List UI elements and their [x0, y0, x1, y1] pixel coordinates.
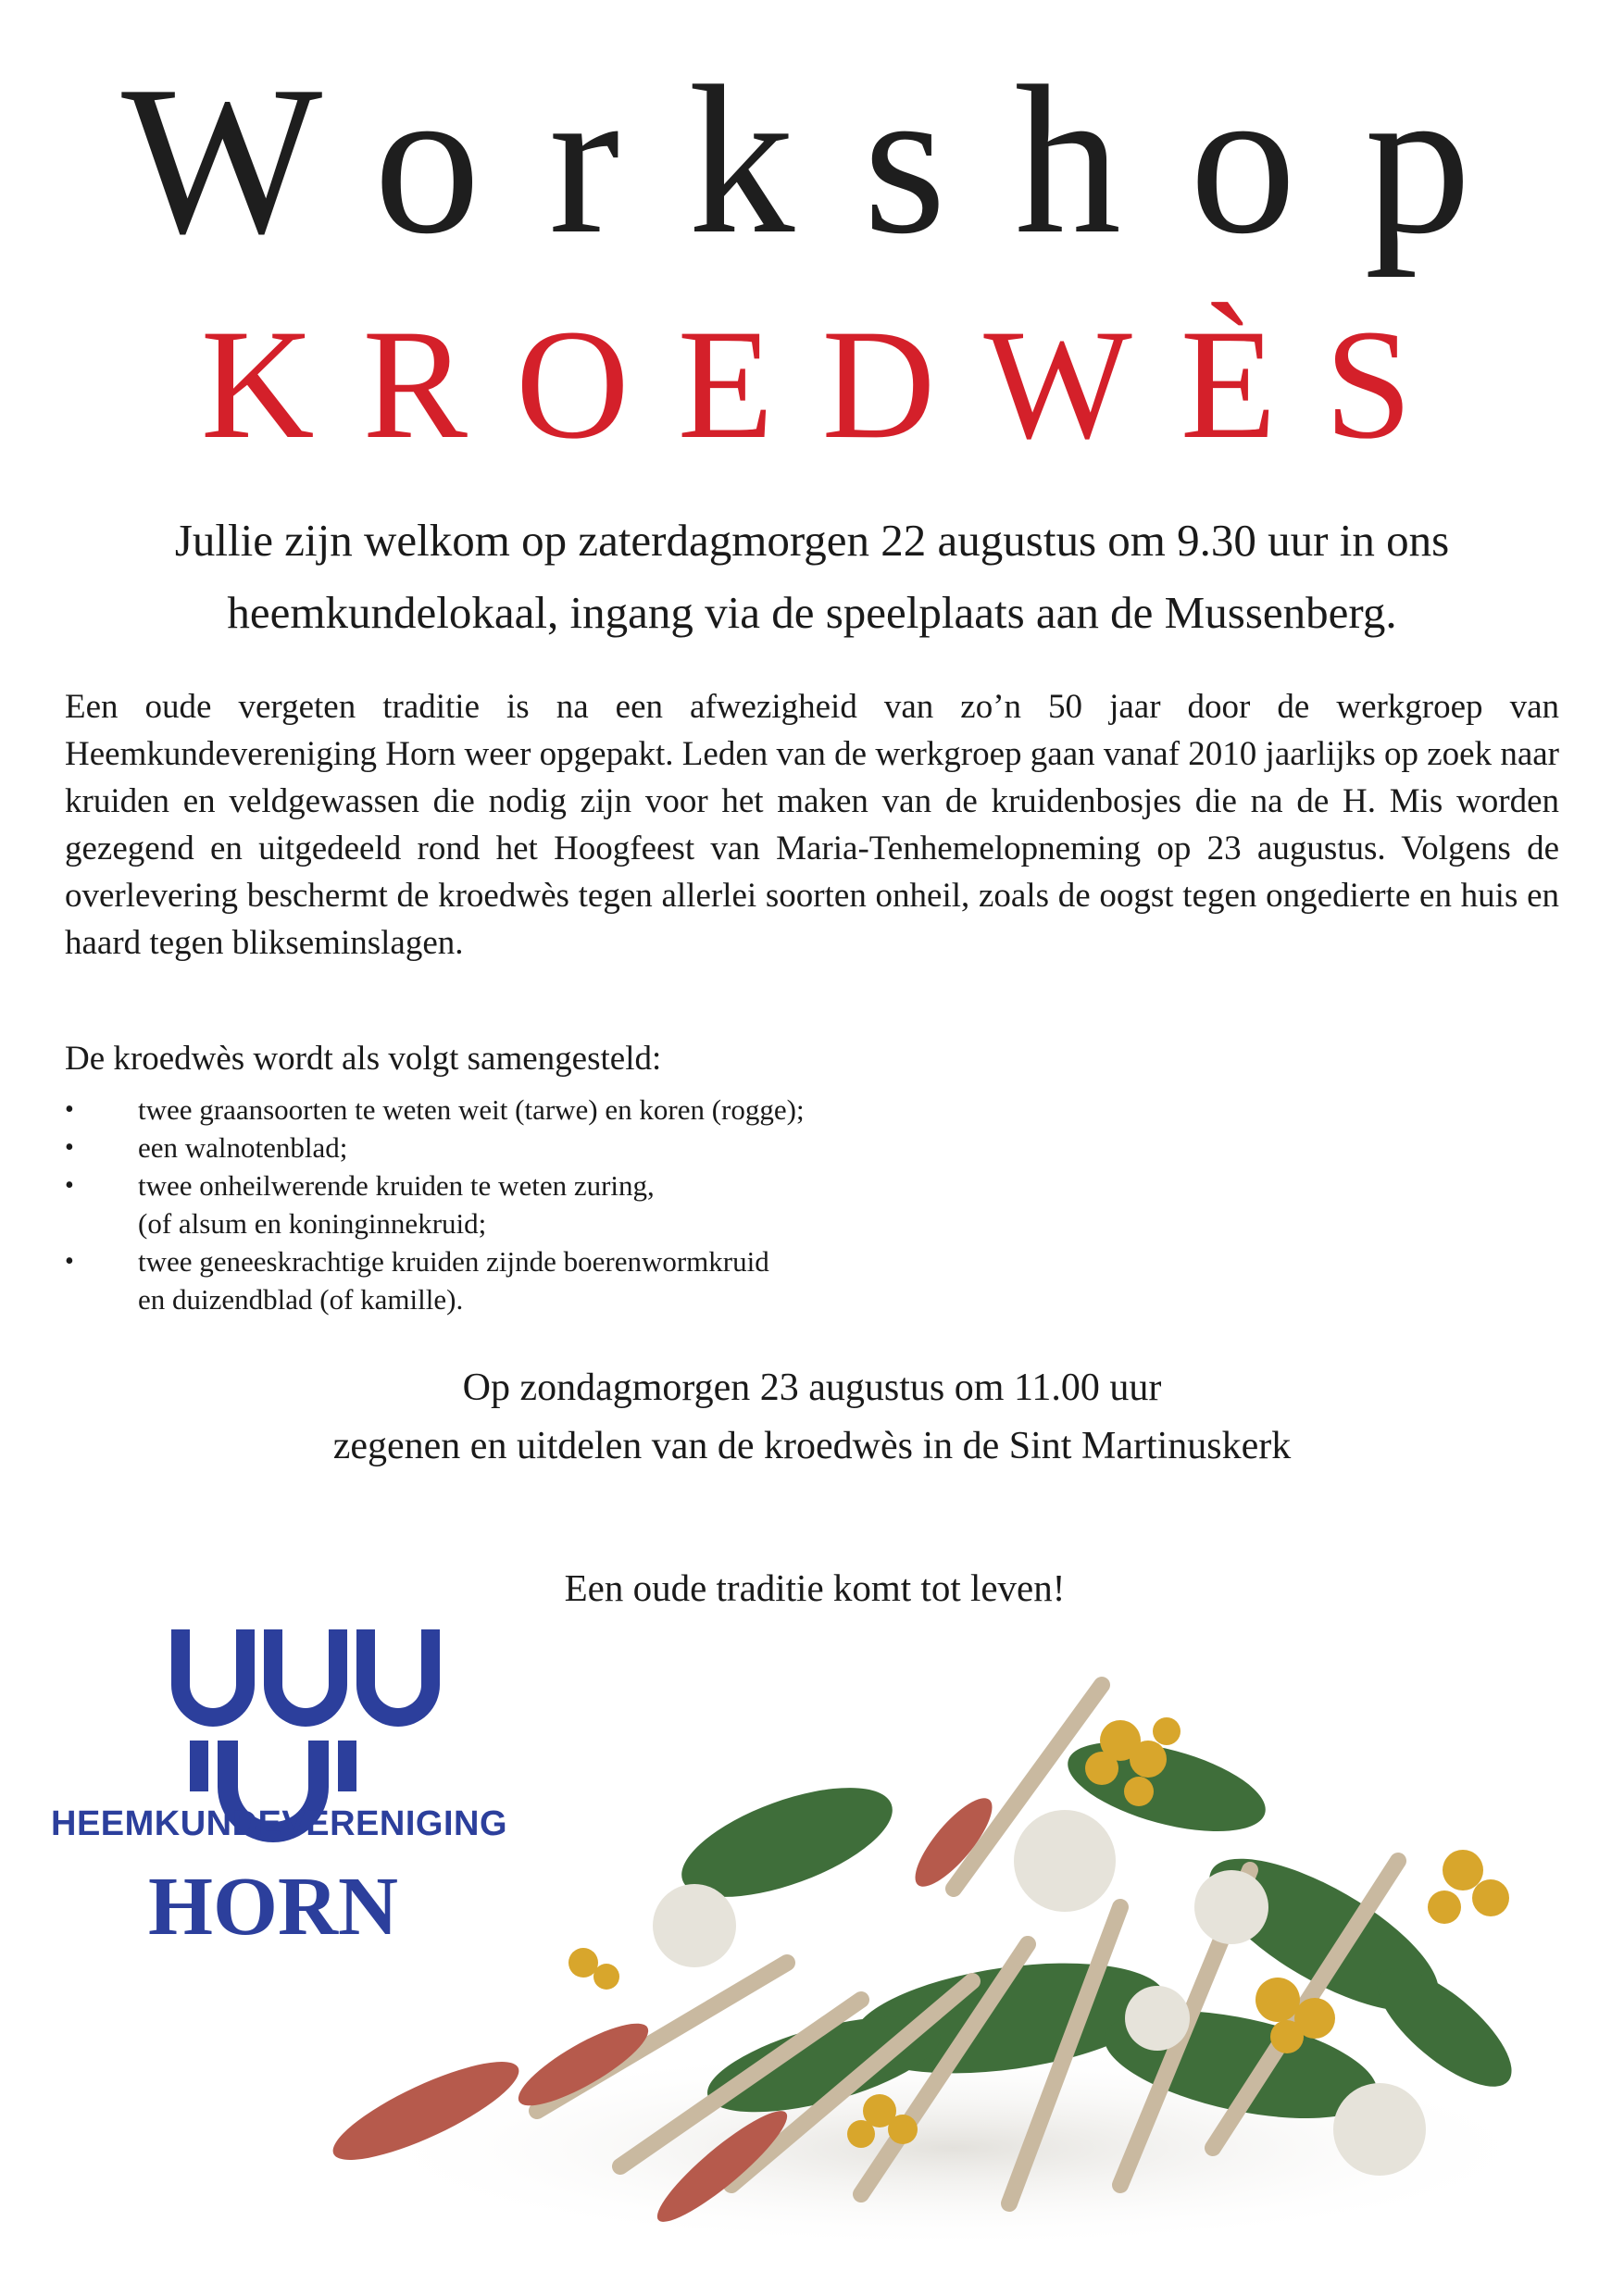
herb-bouquet-image	[306, 1629, 1602, 2268]
list-item	[65, 1091, 1083, 1129]
intro-text	[56, 505, 1568, 649]
list-item-line: • twee geneeskrachtige kruiden zijnde boerenwormkruid	[138, 1245, 769, 1278]
intro-line-1: Jullie zijn welkom op zaterdagmorgen 22 augustus om 9.30 uur in ons	[174, 515, 1450, 566]
list-intro: De kroedwès wordt als volgt samengesteld:	[65, 1040, 662, 1078]
list-item-line: • twee graansoorten te weten weit (tarwe) en koren (rogge);	[138, 1093, 805, 1126]
list-item-line: en duizendblad (of kamille).	[138, 1283, 464, 1316]
logo-place: HORN	[148, 1861, 398, 1953]
intro-line-2: heemkundelokaal, ingang via de speelplaats aan de Mussenberg.	[227, 587, 1397, 638]
sunday-line-2: zegenen en uitdelen van de kroedwès in de Sint Martinuskerk	[332, 1425, 1292, 1467]
tagline: Een oude traditie komt tot leven!	[564, 1566, 1066, 1609]
logo-name: HEEMKUNDEVERENIGING	[51, 1804, 507, 1843]
sunday-line-1: Op zondagmorgen 23 augustus om 11.00 uur	[462, 1366, 1162, 1409]
ingredients-list	[65, 1091, 1083, 1318]
title-workshop: Workshop	[121, 42, 1540, 278]
sunday-announcement	[0, 1359, 1624, 1476]
description-paragraph: Een oude vergeten traditie is na een afwezigheid van zo’n 50 jaar door de werkgroep van Heemkundevereniging Horn weer opgepakt. Leden van de werkgroep gaan vanaf 2010 jaarlijks op zoek naar kruiden en veldgewassen die nodig zijn voor het maken van de kruidenbosjes die na de H. Mis worden gezegend en uitgedeeld rond het Hoogfeest van Maria-Tenhemelopneming op 23 augustus. Volgens de overlevering beschermt de kroedwès tegen allerlei soorten onheil, zoals de oogst tegen ongedierte en huis en haard tegen blikseminslagen.	[65, 688, 1559, 962]
list-item-line: (of alsum en koninginnekruid;	[138, 1207, 487, 1240]
title-kroedwes: KROEDWÈS	[200, 297, 1461, 471]
list-item	[65, 1167, 1083, 1242]
list-item-line: • twee onheilwerende kruiden te weten zuring,	[138, 1169, 655, 1202]
list-item-line: • een walnotenblad;	[138, 1131, 348, 1164]
list-item	[65, 1129, 1083, 1167]
list-item	[65, 1242, 1083, 1318]
